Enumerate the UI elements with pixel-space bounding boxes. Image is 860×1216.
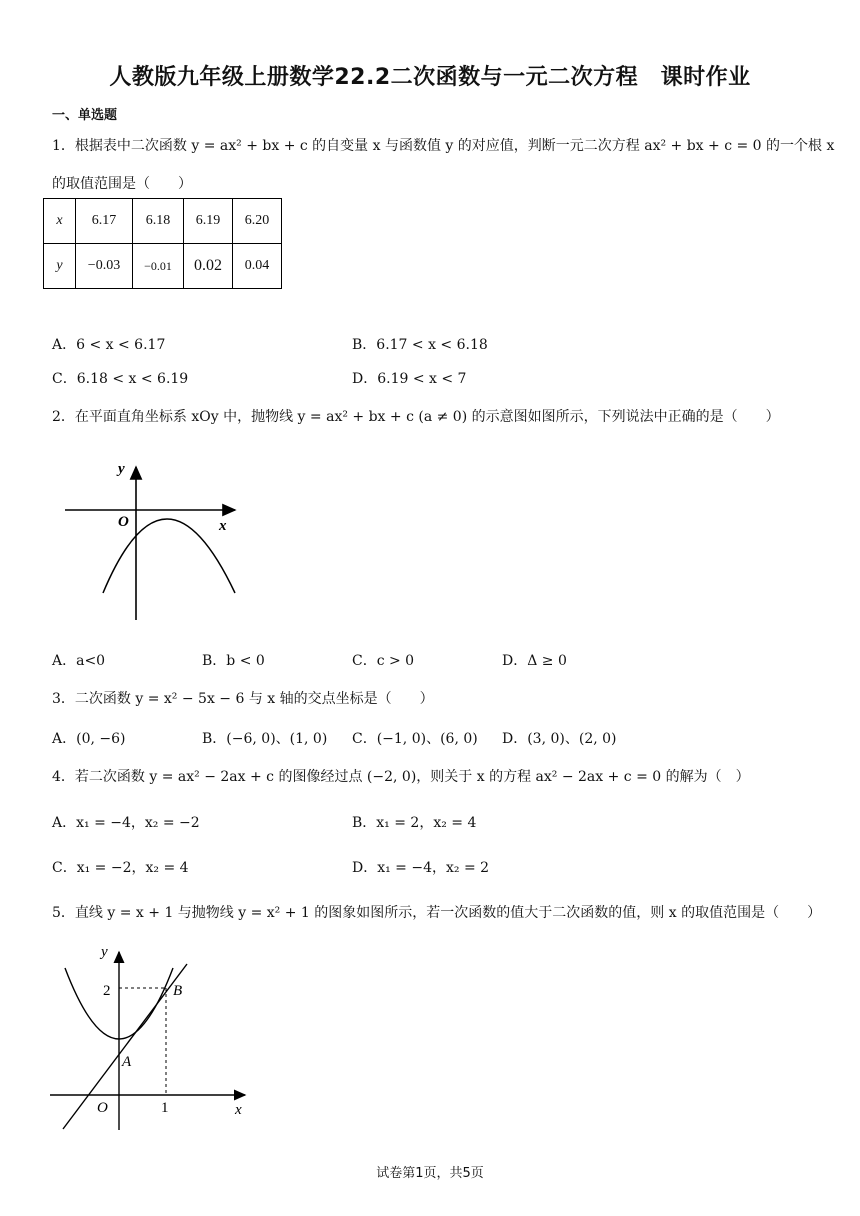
question-3-stem — [52, 688, 434, 708]
question-1-number: 1． — [52, 138, 75, 154]
question-5-number: 5． — [52, 905, 75, 921]
q1-option-b[interactable]: B．6.17 < x < 6.18 — [352, 337, 488, 353]
q4-option-c[interactable]: C．x₁ = −2，x₂ = 4 — [52, 860, 189, 876]
tick-label-x: 1 — [161, 1100, 169, 1116]
question-1-text: 根据表中二次函数 y = ax² + bx + c 的自变量 x 与函数值 y 的对应值，判断一元二次方程 ax² + bx + c = 0 的一个根 x — [74, 138, 835, 154]
question-2-stem — [52, 406, 780, 426]
q1-option-c[interactable]: C．6.18 < x < 6.19 — [52, 371, 189, 387]
q1-option-d[interactable]: D．6.19 < x < 7 — [352, 371, 467, 387]
q3-option-a[interactable]: A．(0, −6) — [52, 731, 126, 747]
table-header-y: y — [44, 244, 76, 289]
question-4-number: 4． — [52, 769, 75, 785]
parabola-curve — [103, 519, 235, 593]
value-table — [43, 198, 282, 289]
origin-label: O — [118, 514, 129, 530]
table-row — [44, 244, 282, 289]
origin-label: O — [97, 1100, 108, 1116]
question-2-number: 2． — [52, 409, 75, 425]
question-1-stem-line1 — [52, 135, 834, 155]
q2-option-c[interactable]: C．c > 0 — [352, 653, 415, 669]
table-cell: 6.19 — [184, 199, 233, 244]
q2-option-a[interactable]: A．a<0 — [52, 653, 106, 669]
question-2-text: 在平面直角坐标系 xOy 中，抛物线 y = ax² + bx + c (a ≠ 0) 的示意图如图所示，下列说法中正确的是（ ） — [74, 409, 780, 425]
y-axis-label: y — [101, 944, 108, 960]
page-title: 人教版九年级上册数学22.2二次函数与一元二次方程 课时作业 — [109, 65, 751, 90]
y-axis-label: y — [118, 461, 125, 477]
q2-option-d[interactable]: D．Δ ≥ 0 — [502, 653, 567, 669]
tick-label-y: 2 — [103, 983, 111, 999]
q4-option-a[interactable]: A．x₁ = −4，x₂ = −2 — [52, 815, 200, 831]
question-3-text: 二次函数 y = x² − 5x − 6 与 x 轴的交点坐标是（ ） — [74, 691, 434, 707]
parabola-figure — [55, 455, 255, 630]
question-5-text: 直线 y = x + 1 与抛物线 y = x² + 1 的图象如图所示，若一次函数的值大于二次函数的值，则 x 的取值范围是（ ） — [74, 905, 822, 921]
q4-option-d[interactable]: D．x₁ = −4，x₂ = 2 — [352, 860, 490, 876]
table-cell: −0.01 — [133, 244, 184, 289]
q2-option-b[interactable]: B．b < 0 — [202, 653, 265, 669]
table-cell: 6.20 — [233, 199, 282, 244]
question-4-text: 若二次函数 y = ax² − 2ax + c 的图像经过点 (−2, 0)，则关于 x 的方程 ax² − 2ax + c = 0 的解为（ ） — [74, 769, 750, 785]
table-cell: 6.18 — [133, 199, 184, 244]
point-a-label: A — [122, 1054, 132, 1070]
table-cell: 0.02 — [184, 244, 233, 289]
table-row — [44, 199, 282, 244]
q1-option-a[interactable]: A．6 < x < 6.17 — [52, 337, 166, 353]
x-axis-label: x — [219, 518, 227, 534]
q3-option-b[interactable]: B．(−6, 0)、(1, 0) — [202, 731, 328, 747]
question-1-stem-line2: 的取值范围是（ ） — [52, 176, 192, 192]
question-3-number: 3． — [52, 691, 75, 707]
x-axis-label: x — [235, 1102, 242, 1118]
line-parabola-figure — [45, 940, 260, 1135]
question-4-stem — [52, 766, 750, 786]
table-cell: −0.03 — [76, 244, 133, 289]
section-heading: 一、单选题 — [52, 108, 118, 123]
q3-option-d[interactable]: D．(3, 0)、(2, 0) — [502, 731, 617, 747]
point-b-label: B — [173, 983, 183, 999]
table-cell: 0.04 — [233, 244, 282, 289]
table-header-x: x — [44, 199, 76, 244]
page-footer: 试卷第1页，共5页 — [376, 1166, 484, 1181]
table-cell: 6.17 — [76, 199, 133, 244]
q3-option-c[interactable]: C．(−1, 0)、(6, 0) — [352, 731, 478, 747]
q4-option-b[interactable]: B．x₁ = 2，x₂ = 4 — [352, 815, 477, 831]
question-5-stem — [52, 902, 821, 922]
